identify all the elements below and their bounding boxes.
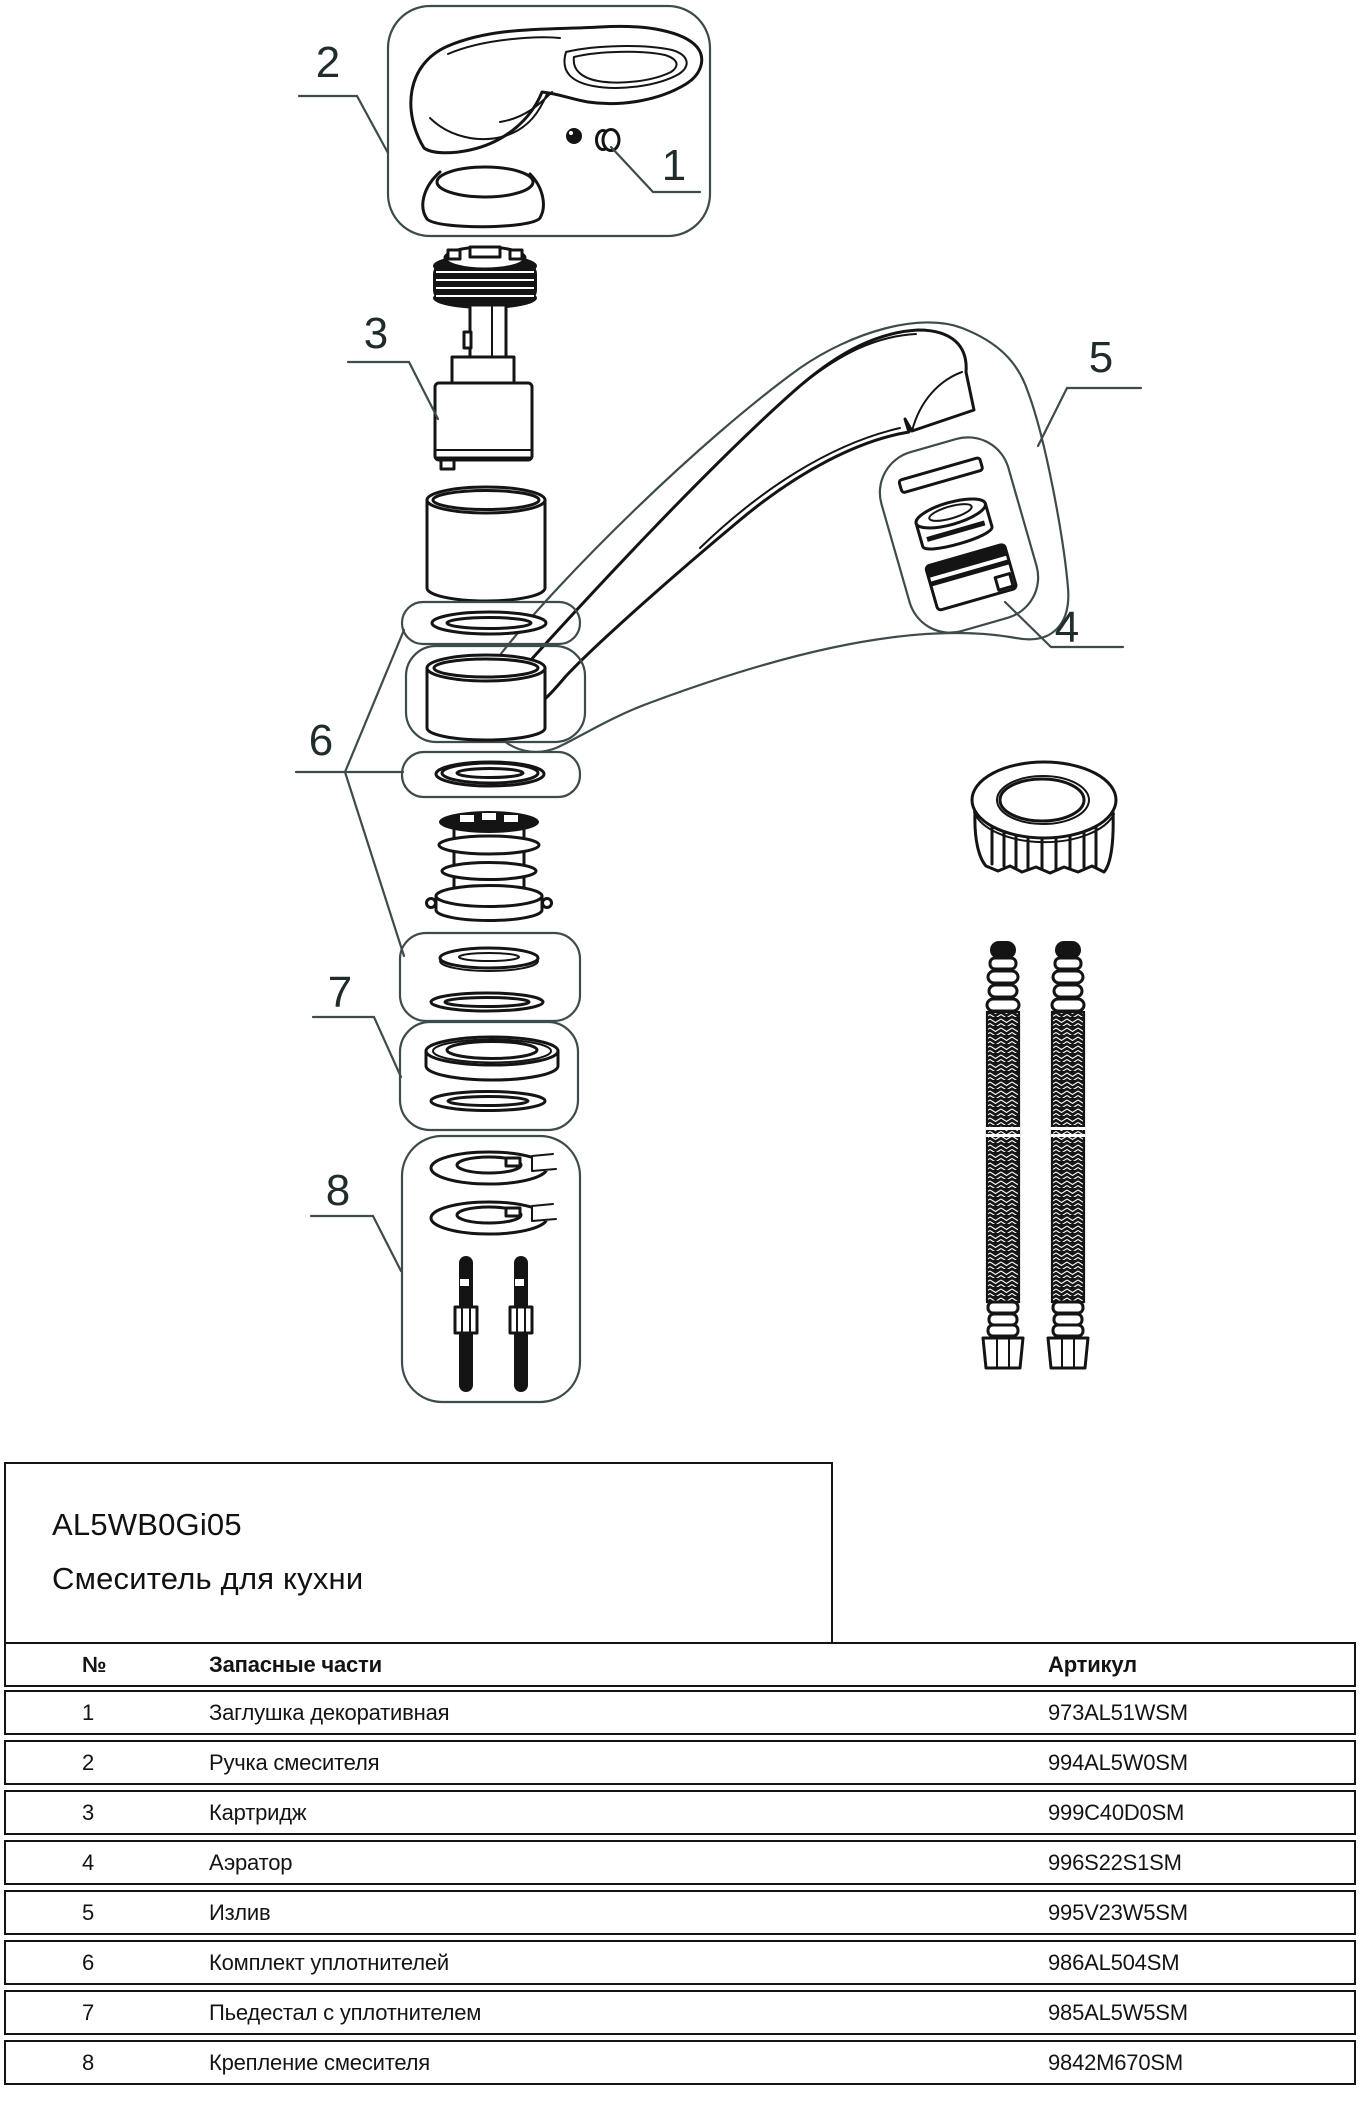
product-code: AL5WB0Gi05 <box>52 1507 242 1542</box>
spout-drawing <box>513 330 974 707</box>
table-row <box>4 1690 1356 1735</box>
row-part: Ручка смесителя <box>209 1749 380 1775</box>
row-part: Аэратор <box>209 1849 293 1875</box>
table-header-row <box>4 1642 1356 1687</box>
handle-dome-base-drawing <box>423 167 544 227</box>
row-part: Заглушка декоративная <box>209 1699 450 1725</box>
row-article: 973AL51WSM <box>1048 1699 1188 1725</box>
row-article: 9842M670SM <box>1048 2049 1183 2075</box>
mounting-box-group <box>402 1136 580 1402</box>
callout-8-label: 8 <box>325 1166 351 1215</box>
callout-7-label: 7 <box>327 968 353 1017</box>
handle-drawing <box>411 26 702 152</box>
callout-3-label: 3 <box>363 309 389 358</box>
handle-box-group <box>388 6 710 236</box>
row-number: 1 <box>82 1699 95 1725</box>
product-title-box <box>4 1462 833 1672</box>
row-number: 4 <box>82 1849 95 1875</box>
cartridge-nut-drawing <box>433 247 537 309</box>
table-row <box>4 1840 1356 1885</box>
callout-4-label: 4 <box>1054 603 1080 652</box>
row-article: 985AL5W5SM <box>1048 1999 1188 2025</box>
callout-6-label: 6 <box>308 716 334 765</box>
table-row <box>4 1940 1356 1985</box>
row-number: 7 <box>82 1999 95 2025</box>
callout-5-label: 5 <box>1088 333 1114 382</box>
header-parts: Запасные части <box>209 1651 382 1677</box>
row-number: 2 <box>82 1749 95 1775</box>
mounting-stud-drawing <box>510 1256 532 1392</box>
screw-drawing <box>566 128 582 144</box>
header-article: Артикул <box>1048 1651 1137 1677</box>
leader-8 <box>311 1216 401 1271</box>
flexible-hose-drawing <box>1048 941 1088 1368</box>
row-article: 999C40D0SM <box>1048 1799 1185 1825</box>
row-article: 994AL5W0SM <box>1048 1749 1188 1775</box>
row-article: 996S22S1SM <box>1048 1849 1182 1875</box>
row-number: 5 <box>82 1899 95 1925</box>
row-article: 986AL504SM <box>1048 1949 1180 1975</box>
mounting-plate-drawing <box>431 1152 556 1184</box>
cartridge-drawing <box>435 305 532 469</box>
row-part: Комплект уплотнителей <box>209 1949 449 1975</box>
valve-core-drawing <box>427 811 552 921</box>
row-part: Картридж <box>209 1799 307 1825</box>
aerator-parts-drawing <box>899 457 1017 611</box>
callout-2-label: 2 <box>315 38 341 87</box>
leader-7 <box>313 1017 401 1077</box>
row-part: Крепление смесителя <box>209 2049 430 2075</box>
leader-5 <box>1038 388 1141 446</box>
mounting-plate-drawing <box>431 1202 556 1234</box>
row-article: 995V23W5SM <box>1048 1899 1188 1925</box>
mounting-nut-drawing <box>972 762 1116 873</box>
seal-box-bottom-group <box>400 933 580 1021</box>
row-number: 8 <box>82 2049 95 2075</box>
table-row <box>4 1890 1356 1935</box>
table-row <box>4 2040 1356 2085</box>
leader-2 <box>299 96 388 153</box>
pedestal-box-group <box>400 1022 578 1130</box>
leader-1 <box>611 147 700 192</box>
row-part: Пьедестал с уплотнителем <box>209 1999 482 2025</box>
row-number: 3 <box>82 1799 95 1825</box>
table-row <box>4 1790 1356 1835</box>
leader-3 <box>348 362 438 419</box>
table-row <box>4 1740 1356 1785</box>
row-part: Излив <box>209 1899 271 1925</box>
flexible-hose-drawing <box>983 941 1023 1368</box>
header-num: № <box>82 1651 107 1677</box>
decorative-cap-drawing <box>597 130 620 151</box>
mounting-stud-drawing <box>455 1256 477 1392</box>
body-sleeve-drawing <box>427 487 545 601</box>
row-number: 6 <box>82 1949 95 1975</box>
leader-6 <box>296 630 404 956</box>
aerator-box-group <box>870 427 1048 642</box>
product-name: Смеситель для кухни <box>52 1561 364 1596</box>
table-row <box>4 1990 1356 2035</box>
callout-1-label: 1 <box>661 141 687 190</box>
